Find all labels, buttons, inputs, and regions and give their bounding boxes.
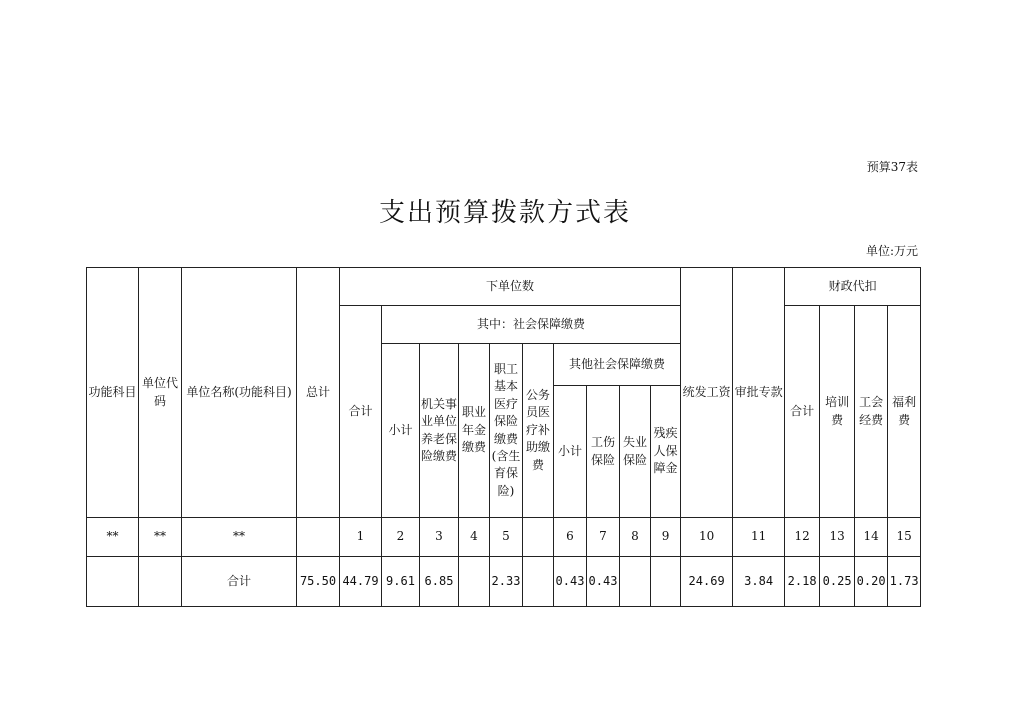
index-cell: 8 — [620, 518, 651, 557]
index-cell: 3 — [420, 518, 459, 557]
index-cell — [297, 518, 340, 557]
index-cell: ** — [87, 518, 139, 557]
header-lower-unit: 下单位数 — [340, 268, 681, 306]
total-cell: 2.18 — [785, 557, 820, 607]
total-cell: 75.50 — [297, 557, 340, 607]
header-other-social: 其他社会保障缴费 — [554, 344, 681, 386]
index-cell: 4 — [459, 518, 490, 557]
header-other-subtotal: 小计 — [554, 386, 587, 518]
header-injury: 工伤保险 — [587, 386, 620, 518]
total-cell: 0.43 — [587, 557, 620, 607]
header-civil-medical: 公务员医疗补助缴费 — [523, 344, 554, 518]
budget-table — [86, 267, 921, 607]
unit-label: 单位:万元 — [865, 244, 918, 258]
total-cell — [651, 557, 681, 607]
index-cell: 6 — [554, 518, 587, 557]
header-disability: 残疾人保障金 — [651, 386, 681, 518]
header-medical: 职工基本医疗保险缴费(含生育保险) — [490, 344, 523, 518]
header-lower-sum: 合计 — [340, 306, 382, 518]
index-cell: 12 — [785, 518, 820, 557]
header-welfare: 福利费 — [888, 306, 921, 518]
header-unit-code: 单位代码 — [139, 268, 182, 518]
header-fiscal-sum: 合计 — [785, 306, 820, 518]
form-number: 预算37表 — [866, 160, 918, 174]
total-cell: 3.84 — [733, 557, 785, 607]
index-cell: 7 — [587, 518, 620, 557]
index-cell: 5 — [490, 518, 523, 557]
total-cell: 0.20 — [855, 557, 888, 607]
header-func-subject: 功能科目 — [87, 268, 139, 518]
header-approved-fund: 审批专款 — [733, 268, 785, 518]
header-unemployment: 失业保险 — [620, 386, 651, 518]
index-cell: 2 — [382, 518, 420, 557]
total-row — [87, 557, 921, 607]
index-row — [87, 518, 921, 557]
index-cell: ** — [139, 518, 182, 557]
total-cell: 44.79 — [340, 557, 382, 607]
total-label: 合计 — [182, 557, 297, 607]
total-cell: 24.69 — [681, 557, 733, 607]
index-cell: 1 — [340, 518, 382, 557]
index-cell: ** — [182, 518, 297, 557]
page-title: 支出预算拨款方式表 — [378, 198, 631, 228]
header-social-security: 其中：社会保障缴费 — [382, 306, 681, 344]
index-cell: 10 — [681, 518, 733, 557]
header-fiscal-deduct: 财政代扣 — [785, 268, 921, 306]
total-cell: 1.73 — [888, 557, 921, 607]
header-row-1 — [87, 268, 921, 306]
header-annuity: 职业年金缴费 — [459, 344, 490, 518]
total-cell: 9.61 — [382, 557, 420, 607]
total-cell: 6.85 — [420, 557, 459, 607]
header-unified-wage: 统发工资 — [681, 268, 733, 518]
total-cell — [523, 557, 554, 607]
total-cell — [139, 557, 182, 607]
total-cell: 0.43 — [554, 557, 587, 607]
index-cell: 9 — [651, 518, 681, 557]
header-union: 工会经费 — [855, 306, 888, 518]
header-unit-name: 单位名称(功能科目) — [182, 268, 297, 518]
header-total: 总计 — [297, 268, 340, 518]
header-social-subtotal: 小计 — [382, 344, 420, 518]
total-cell — [620, 557, 651, 607]
index-cell: 15 — [888, 518, 921, 557]
total-cell — [459, 557, 490, 607]
index-cell: 13 — [820, 518, 855, 557]
total-cell — [87, 557, 139, 607]
header-training: 培训费 — [820, 306, 855, 518]
total-cell: 2.33 — [490, 557, 523, 607]
index-cell: 11 — [733, 518, 785, 557]
index-cell: 14 — [855, 518, 888, 557]
index-cell — [523, 518, 554, 557]
header-pension: 机关事业单位养老保险缴费 — [420, 344, 459, 518]
total-cell: 0.25 — [820, 557, 855, 607]
